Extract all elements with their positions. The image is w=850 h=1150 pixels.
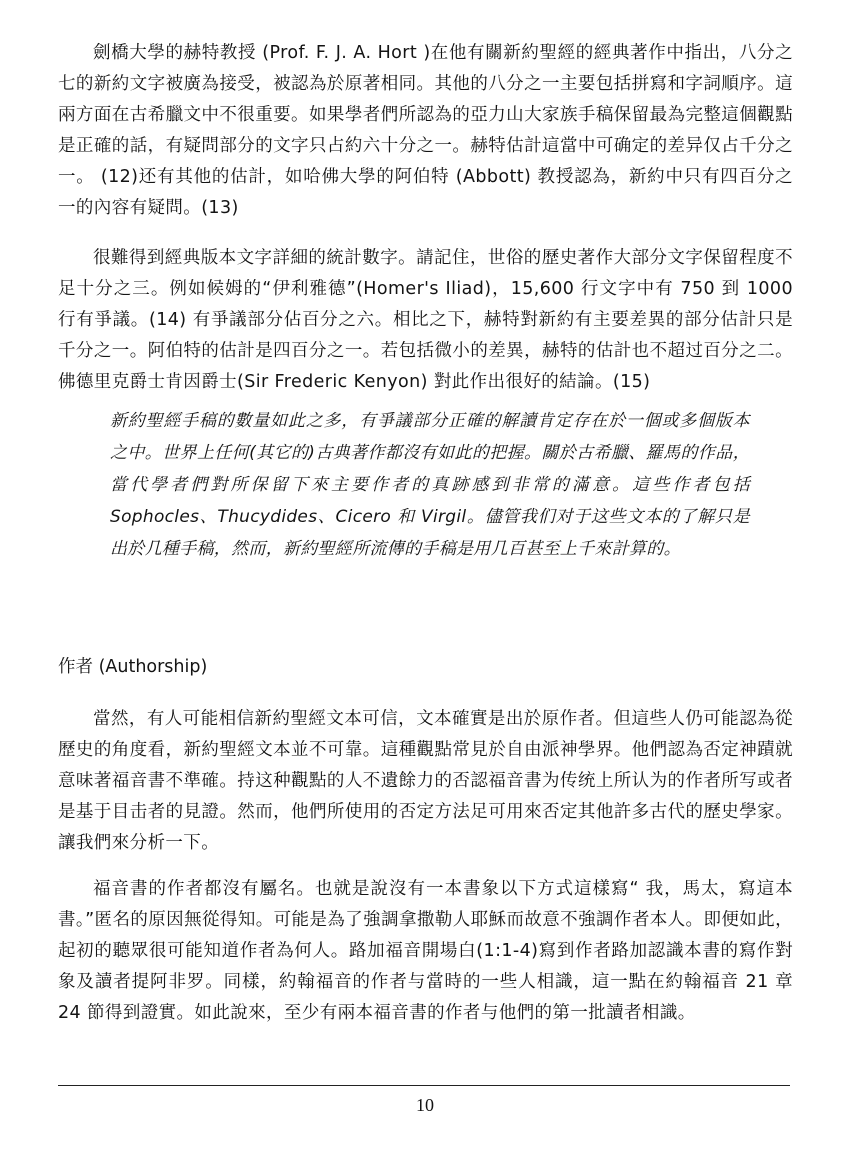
page-number: 10 bbox=[416, 1095, 434, 1115]
body-paragraph: 當然，有人可能相信新約聖經文本可信，文本確實是出於原作者。但這些人仍可能認為從歷史的角度看，新約聖經文本並不可靠。這種觀點常見於自由派神學界。他們認為否定神蹟就意味著福音書不準確。持这种觀點的人不遺餘力的否認福音書为传统上所认为的作者所写或者是基于目击者的見證。然而，他們所使用的否定方法足可用來否定其他許多古代的歷史學家。讓我們來分析一下。 bbox=[58, 709, 793, 853]
footer-divider bbox=[58, 1085, 790, 1086]
body-paragraph: 福音書的作者都沒有屬名。也就是說沒有一本書象以下方式這樣寫“ 我，馬太，寫這本書。”匿名的原因無從得知。可能是為了強調拿撒勒人耶穌而故意不強調作者本人。即便如此，起初的聽眾很可能知道作者為何人。路加福音開場白(1:1-4)寫到作者路加認識本書的寫作對象及讀者提阿非罗。同樣，約翰福音的作者与當時的一些人相識，這一點在約翰福音 21 章 24 節得到證實。如此說來，至少有兩本福音書的作者与他們的第一批讀者相識。 bbox=[58, 879, 793, 1023]
body-paragraph: 劍橋大學的赫特教授 (Prof. F. J. A. Hort )在他有關新約聖經的經典著作中指出，八分之七的新約文字被廣為接受，被認為於原著相同。其他的八分之一主要包括拼寫和字詞順序。這兩方面在古希臘文中不很重要。如果學者們所認為的亞力山大家族手稿保留最為完整這個觀點是正確的話，有疑問部分的文字只占約六十分之一。赫特估計這當中可确定的差异仅占千分之一。 (12)还有其他的估計，如哈佛大學的阿伯特 (Abbott) 教授認為，新約中只有四百分之一的內容有疑問。(13) bbox=[58, 43, 793, 218]
section-heading: 作者 (Authorship) bbox=[58, 657, 208, 677]
body-paragraph: 很難得到經典版本文字詳細的統計數字。請記住，世俗的歷史著作大部分文字保留程度不足十分之三。例如候姆的“伊利雅德”(Homer's Iliad)，15,600 行文字中有 750 到 1000 行有爭議。(14) 有爭議部分佔百分之六。相比之下，赫特對新約有主要差異的部分估計只是千分之一。阿伯特的估計是四百分之一。若包括微小的差異，赫特的估計也不超过百分之二。佛德里克爵士肯因爵士(Sir Frederic Kenyon) 對此作出很好的結論。(15) bbox=[58, 248, 793, 392]
block-quote: 新約聖經手稿的數量如此之多，有爭議部分正確的解讀肯定存在於一個或多個版本之中。世界上任何(其它的)古典著作都沒有如此的把握。關於古希臘、羅馬的作品，當代學者們對所保留下來主要作者的真跡感到非常的滿意。這些作者包括 Sophocles、Thucydides、Cicero 和 Virgil。儘管我们对于这些文本的了解只是出於几種手稿，然而，新約聖經所流傳的手稿是用几百甚至上千來計算的。 bbox=[110, 411, 750, 559]
